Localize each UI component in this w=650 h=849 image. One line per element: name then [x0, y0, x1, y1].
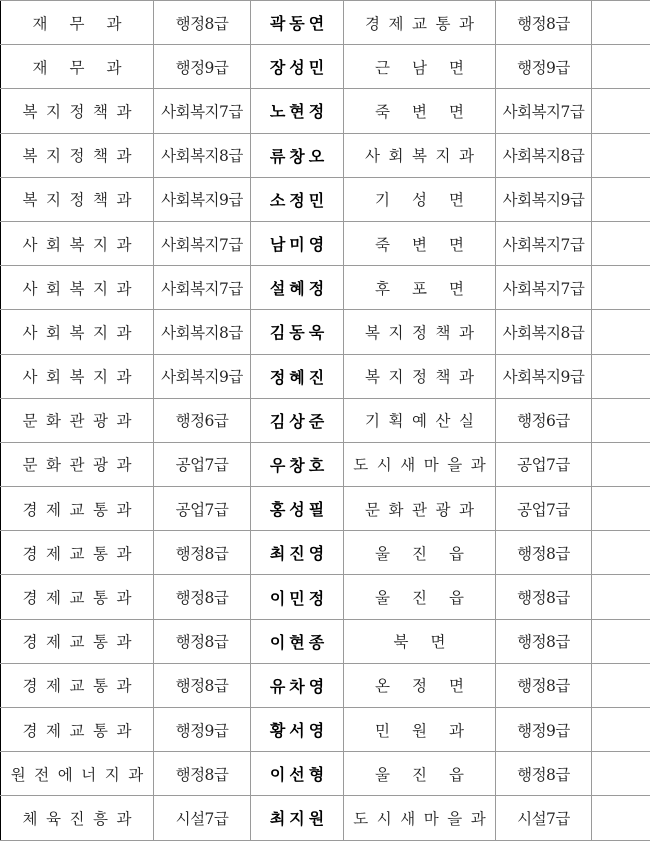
new-grade-cell: 행정8급: [496, 575, 592, 619]
remark-cell: [592, 45, 650, 89]
table-row: [1, 221, 650, 265]
table-row: [1, 575, 650, 619]
previous-grade-cell: 사회복지8급: [154, 310, 251, 354]
new-department-cell: 온 정 면: [344, 663, 496, 707]
previous-grade-cell: 행정8급: [154, 531, 251, 575]
table-row: [1, 708, 650, 752]
remark-cell: [592, 487, 650, 531]
previous-grade-cell: 사회복지7급: [154, 266, 251, 310]
previous-department-cell: 경제교통과: [1, 531, 154, 575]
new-grade-cell: 행정8급: [496, 663, 592, 707]
previous-grade-cell: 사회복지9급: [154, 177, 251, 221]
new-grade-cell: 행정8급: [496, 619, 592, 663]
previous-grade-cell: 공업7급: [154, 487, 251, 531]
remark-cell: [592, 133, 650, 177]
previous-department-cell: 복지정책과: [1, 133, 154, 177]
new-department-cell: 도시새마을과: [344, 796, 496, 840]
previous-department-cell: 재 무 과: [1, 45, 154, 89]
remark-cell: [592, 177, 650, 221]
remark-cell: [592, 354, 650, 398]
table-row: [1, 796, 650, 840]
new-grade-cell: 사회복지9급: [496, 177, 592, 221]
remark-cell: [592, 796, 650, 840]
remark-cell: [592, 398, 650, 442]
new-grade-cell: 사회복지7급: [496, 266, 592, 310]
table-row: [1, 89, 650, 133]
employee-name-cell: 남미영: [251, 221, 344, 265]
employee-name-cell: 장성민: [251, 45, 344, 89]
employee-name-cell: 유차영: [251, 663, 344, 707]
previous-grade-cell: 행정9급: [154, 45, 251, 89]
previous-department-cell: 체육진흥과: [1, 796, 154, 840]
previous-department-cell: 문화관광과: [1, 442, 154, 486]
employee-name-cell: 노현정: [251, 89, 344, 133]
previous-grade-cell: 사회복지7급: [154, 89, 251, 133]
previous-department-cell: 사회복지과: [1, 310, 154, 354]
remark-cell: [592, 442, 650, 486]
new-grade-cell: 행정8급: [496, 531, 592, 575]
employee-name-cell: 이현종: [251, 619, 344, 663]
previous-department-cell: 사회복지과: [1, 266, 154, 310]
table-row: [1, 442, 650, 486]
employee-name-cell: 소정민: [251, 177, 344, 221]
previous-grade-cell: 시설7급: [154, 796, 251, 840]
previous-grade-cell: 사회복지9급: [154, 354, 251, 398]
table-row: [1, 45, 650, 89]
new-grade-cell: 공업7급: [496, 487, 592, 531]
new-department-cell: 복지정책과: [344, 310, 496, 354]
employee-name-cell: 홍성필: [251, 487, 344, 531]
new-department-cell: 후 포 면: [344, 266, 496, 310]
new-department-cell: 울 진 읍: [344, 575, 496, 619]
employee-name-cell: 최지원: [251, 796, 344, 840]
remark-cell: [592, 708, 650, 752]
new-grade-cell: 사회복지8급: [496, 310, 592, 354]
table-row: [1, 398, 650, 442]
new-department-cell: 죽 변 면: [344, 221, 496, 265]
new-department-cell: 경제교통과: [344, 1, 496, 45]
remark-cell: [592, 531, 650, 575]
employee-name-cell: 설혜정: [251, 266, 344, 310]
employee-name-cell: 곽동연: [251, 1, 344, 45]
remark-cell: [592, 619, 650, 663]
new-grade-cell: 사회복지7급: [496, 89, 592, 133]
table-row: [1, 487, 650, 531]
employee-name-cell: 김상준: [251, 398, 344, 442]
new-grade-cell: 공업7급: [496, 442, 592, 486]
table-row: [1, 354, 650, 398]
previous-department-cell: 경제교통과: [1, 708, 154, 752]
new-department-cell: 사회복지과: [344, 133, 496, 177]
employee-name-cell: 우창호: [251, 442, 344, 486]
new-department-cell: 문화관광과: [344, 487, 496, 531]
table-row: [1, 1, 650, 45]
table-row: [1, 177, 650, 221]
employee-name-cell: 김동욱: [251, 310, 344, 354]
new-department-cell: 민 원 과: [344, 708, 496, 752]
previous-department-cell: 복지정책과: [1, 177, 154, 221]
new-department-cell: 북 면: [344, 619, 496, 663]
previous-department-cell: 재 무 과: [1, 1, 154, 45]
table-row: [1, 663, 650, 707]
previous-department-cell: 경제교통과: [1, 487, 154, 531]
employee-name-cell: 류창오: [251, 133, 344, 177]
new-grade-cell: 행정6급: [496, 398, 592, 442]
previous-department-cell: 경제교통과: [1, 663, 154, 707]
previous-department-cell: 복지정책과: [1, 89, 154, 133]
new-grade-cell: 시설7급: [496, 796, 592, 840]
new-grade-cell: 사회복지8급: [496, 133, 592, 177]
new-department-cell: 근 남 면: [344, 45, 496, 89]
employee-name-cell: 이선형: [251, 752, 344, 796]
remark-cell: [592, 575, 650, 619]
previous-grade-cell: 행정9급: [154, 708, 251, 752]
table-row: [1, 531, 650, 575]
previous-department-cell: 사회복지과: [1, 354, 154, 398]
new-grade-cell: 행정9급: [496, 708, 592, 752]
remark-cell: [592, 752, 650, 796]
new-department-cell: 죽 변 면: [344, 89, 496, 133]
employee-name-cell: 이민정: [251, 575, 344, 619]
previous-grade-cell: 행정8급: [154, 663, 251, 707]
table-row: [1, 266, 650, 310]
new-grade-cell: 행정9급: [496, 45, 592, 89]
previous-grade-cell: 행정8급: [154, 619, 251, 663]
employee-name-cell: 최진영: [251, 531, 344, 575]
previous-grade-cell: 행정8급: [154, 575, 251, 619]
new-department-cell: 기획예산실: [344, 398, 496, 442]
previous-department-cell: 원전에너지과: [1, 752, 154, 796]
employee-name-cell: 황서영: [251, 708, 344, 752]
previous-grade-cell: 행정8급: [154, 1, 251, 45]
previous-department-cell: 사회복지과: [1, 221, 154, 265]
table-row: [1, 310, 650, 354]
table-row: [1, 133, 650, 177]
previous-grade-cell: 행정8급: [154, 752, 251, 796]
remark-cell: [592, 310, 650, 354]
new-department-cell: 기 성 면: [344, 177, 496, 221]
new-grade-cell: 사회복지9급: [496, 354, 592, 398]
table-row: [1, 619, 650, 663]
remark-cell: [592, 663, 650, 707]
table-row: [1, 752, 650, 796]
previous-grade-cell: 사회복지7급: [154, 221, 251, 265]
previous-department-cell: 경제교통과: [1, 575, 154, 619]
new-department-cell: 울 진 읍: [344, 752, 496, 796]
new-grade-cell: 사회복지7급: [496, 221, 592, 265]
previous-grade-cell: 공업7급: [154, 442, 251, 486]
previous-grade-cell: 사회복지8급: [154, 133, 251, 177]
remark-cell: [592, 89, 650, 133]
remark-cell: [592, 1, 650, 45]
previous-department-cell: 경제교통과: [1, 619, 154, 663]
previous-grade-cell: 행정6급: [154, 398, 251, 442]
new-grade-cell: 행정8급: [496, 1, 592, 45]
employee-name-cell: 정혜진: [251, 354, 344, 398]
remark-cell: [592, 221, 650, 265]
new-department-cell: 도시새마을과: [344, 442, 496, 486]
new-department-cell: 복지정책과: [344, 354, 496, 398]
new-department-cell: 울 진 읍: [344, 531, 496, 575]
previous-department-cell: 문화관광과: [1, 398, 154, 442]
new-grade-cell: 행정8급: [496, 752, 592, 796]
remark-cell: [592, 266, 650, 310]
